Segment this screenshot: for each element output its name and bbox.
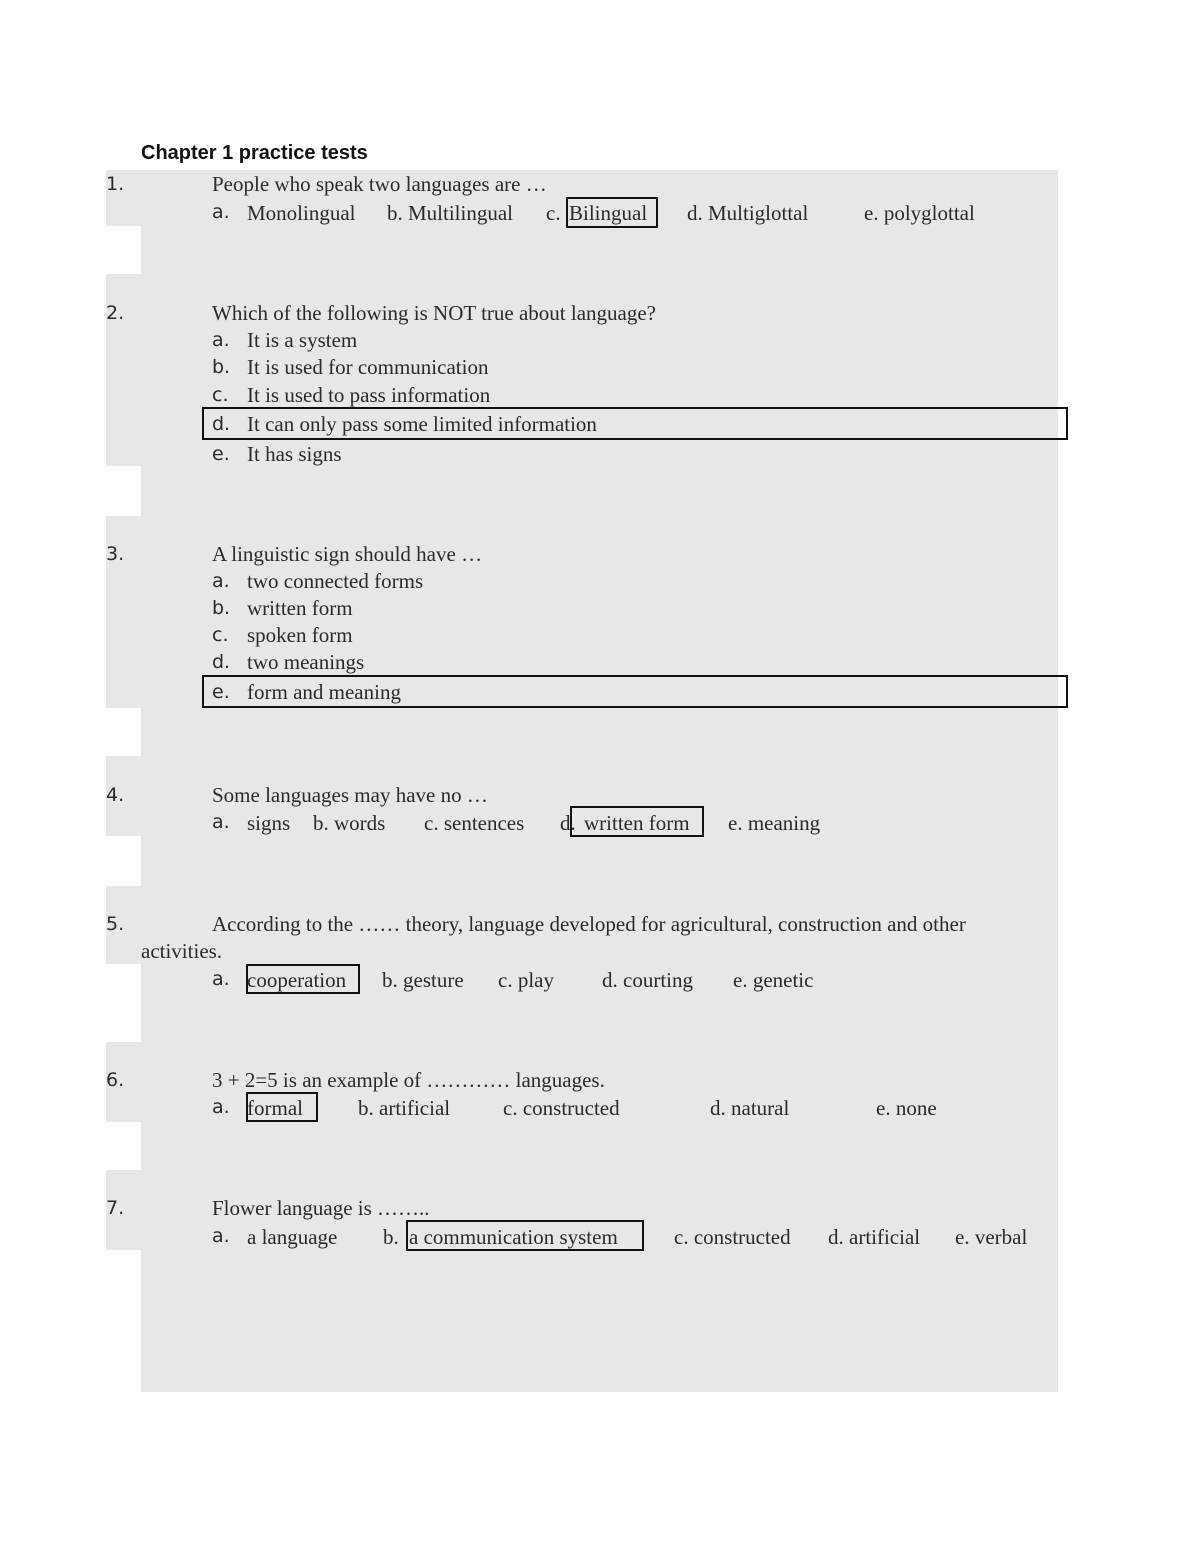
question-6-text: 3 + 2=5 is an example of ………… languages.: [212, 1068, 605, 1092]
q7-option-b: a communication system: [409, 1225, 618, 1249]
q3-option-b: written form: [247, 596, 353, 620]
q1-option-a-letter: a.: [212, 201, 230, 223]
q1-answer-box: [566, 197, 658, 228]
q4-option-e: e. meaning: [728, 811, 821, 835]
q3-option-d: two meanings: [247, 650, 365, 674]
q7-option-c: c. constructed: [674, 1225, 791, 1249]
question-1-number: 1.: [106, 173, 125, 195]
question-7-text: Flower language is ……..: [212, 1196, 430, 1220]
question-5-number: 5.: [106, 913, 125, 935]
q2-option-b: It is used for communication: [247, 355, 489, 379]
q2-option-c: It is used to pass information: [247, 383, 491, 407]
q5-option-a: cooperation: [247, 968, 347, 992]
q4-option-b: b. words: [313, 811, 386, 835]
q6-option-c: c. constructed: [503, 1096, 620, 1120]
q6-option-a-letter: a.: [212, 1096, 230, 1118]
q1-option-c-letter: c.: [546, 201, 561, 225]
q1-option-a: Monolingual: [247, 201, 356, 225]
question-3-shading: [141, 708, 1058, 756]
question-2-shading: [141, 466, 1058, 516]
question-3-text: A linguistic sign should have …: [212, 542, 483, 566]
question-5-text: According to the …… theory, language developed for agricultural, construction and other: [212, 912, 966, 936]
q6-option-e: e. none: [876, 1096, 937, 1120]
q4-option-d-letter: d.: [560, 811, 576, 835]
q7-option-a: a language: [247, 1225, 338, 1249]
q3-option-b-letter: b.: [212, 597, 231, 619]
q2-option-b-letter: b.: [212, 356, 231, 378]
q7-option-b-letter: b.: [383, 1225, 399, 1249]
q4-option-d: written form: [584, 811, 690, 835]
q2-option-d-letter: d.: [212, 413, 231, 435]
question-5-text-continued: activities.: [141, 939, 223, 963]
question-2-text: Which of the following is NOT true about language?: [212, 301, 656, 325]
q2-option-c-letter: c.: [212, 384, 229, 406]
q1-option-e: e. polyglottal: [864, 201, 975, 225]
q4-option-a: signs: [247, 811, 291, 835]
q2-option-e-letter: e.: [212, 443, 230, 465]
question-6-number: 6.: [106, 1069, 125, 1091]
q3-option-e-letter: e.: [212, 681, 230, 703]
q3-option-a-letter: a.: [212, 570, 230, 592]
question-1-text: People who speak two languages are …: [212, 172, 547, 196]
question-6-shading: [141, 1122, 1058, 1170]
q3-option-c: spoken form: [247, 623, 353, 647]
q2-option-e: It has signs: [247, 442, 342, 466]
question-7-shading: [141, 1250, 1058, 1392]
question-2-number: 2.: [106, 302, 125, 324]
q6-option-a: formal: [247, 1096, 303, 1120]
q5-option-d: d. courting: [602, 968, 693, 992]
q1-option-d: d. Multiglottal: [687, 201, 809, 225]
q4-option-a-letter: a.: [212, 811, 230, 833]
question-4-number: 4.: [106, 784, 125, 806]
question-4-text: Some languages may have no …: [212, 783, 488, 807]
q2-option-a: It is a system: [247, 328, 358, 352]
q3-option-e: form and meaning: [247, 680, 401, 704]
q7-option-d: d. artificial: [828, 1225, 921, 1249]
q2-option-a-letter: a.: [212, 329, 230, 351]
q1-option-c: Bilingual: [569, 201, 648, 225]
q4-option-c: c. sentences: [424, 811, 525, 835]
question-3-number: 3.: [106, 543, 125, 565]
q3-option-d-letter: d.: [212, 651, 231, 673]
q5-option-b: b. gesture: [382, 968, 464, 992]
q5-option-e: e. genetic: [733, 968, 814, 992]
q3-option-a: two connected forms: [247, 569, 424, 593]
q1-option-b: b. Multilingual: [387, 201, 513, 225]
q6-option-b: b. artificial: [358, 1096, 451, 1120]
q5-option-a-letter: a.: [212, 968, 230, 990]
page-title: Chapter 1 practice tests: [141, 142, 368, 164]
q3-option-c-letter: c.: [212, 624, 229, 646]
question-7-number: 7.: [106, 1197, 125, 1219]
question-1-shading: [141, 226, 1058, 274]
q5-option-c: c. play: [498, 968, 554, 992]
question-4-shading: [141, 836, 1058, 886]
q6-option-d: d. natural: [710, 1096, 790, 1120]
q7-option-a-letter: a.: [212, 1225, 230, 1247]
q7-option-e: e. verbal: [955, 1225, 1028, 1249]
q2-option-d: It can only pass some limited information: [247, 412, 597, 436]
